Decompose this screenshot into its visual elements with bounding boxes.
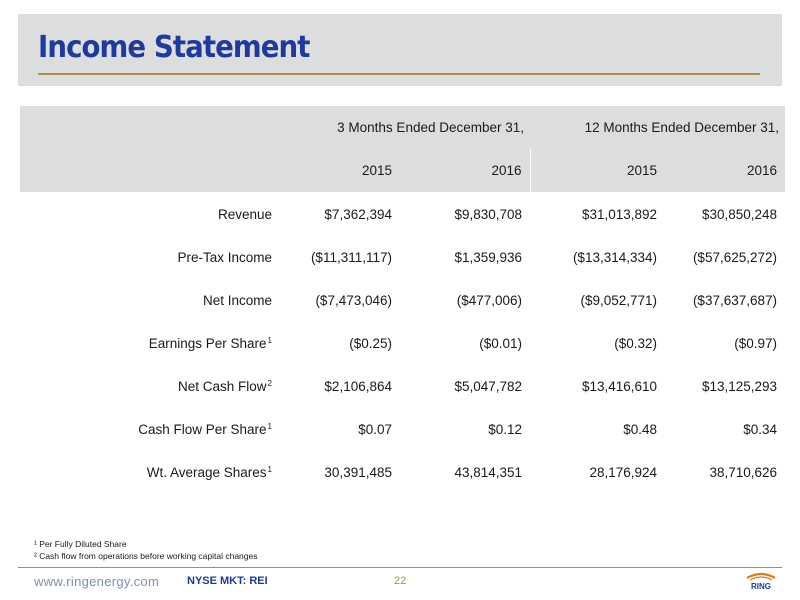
year-header: 2015	[530, 148, 665, 192]
row-label-text: Net Income	[202, 293, 272, 308]
title-divider	[38, 73, 760, 75]
value-cell: 28,176,924	[589, 465, 658, 480]
value-cell: 43,814,351	[454, 465, 523, 480]
row-label	[20, 192, 280, 236]
income-table-container	[20, 106, 785, 494]
value-cell: ($0.32)	[614, 336, 658, 351]
footer-divider	[18, 567, 782, 568]
row-label	[20, 365, 280, 408]
value-cell: $5,047,782	[454, 379, 523, 394]
value-cell: $2,106,864	[324, 379, 392, 394]
value-cell: ($13,314,334)	[572, 250, 658, 265]
value-cell: 38,710,626	[709, 465, 778, 480]
value-cell: $13,125,293	[701, 379, 778, 394]
footnotes	[34, 538, 257, 562]
page-number: 22	[394, 575, 407, 587]
value-cell: $0.07	[358, 422, 392, 437]
value-cell: $9,830,708	[454, 207, 523, 222]
header-blank-cell	[20, 148, 280, 192]
value-cell: ($477,006)	[456, 293, 523, 308]
table-row	[20, 365, 785, 408]
year-header: 2016	[665, 148, 785, 192]
row-label	[20, 451, 280, 494]
year-header: 2016	[400, 148, 530, 192]
value-cell: ($37,637,687)	[692, 293, 778, 308]
value-cell: ($0.25)	[349, 336, 392, 351]
value-cell: $31,013,892	[581, 207, 658, 222]
footnote-marker: 1	[267, 465, 272, 474]
group-header-12-months: 12 Months Ended December 31,	[530, 106, 785, 148]
value-cell: $7,362,394	[324, 207, 392, 222]
footnote-marker: 1	[267, 336, 272, 345]
year-header: 2015	[280, 148, 400, 192]
value-cell: ($0.01)	[479, 336, 523, 351]
value-cell: 30,391,485	[324, 465, 392, 480]
value-cell: $30,850,248	[701, 207, 778, 222]
row-label-text: Net Cash Flow	[178, 379, 267, 394]
website-link[interactable]: www.ringenergy.com	[34, 574, 160, 589]
row-label-text: Revenue	[217, 207, 272, 222]
header-blank-cell	[20, 106, 280, 148]
value-cell: ($7,473,046)	[315, 293, 392, 308]
footnote-marker: 2	[267, 379, 272, 388]
value-cell: ($11,311,117)	[310, 250, 392, 265]
value-cell: ($9,052,771)	[580, 293, 658, 308]
value-cell: $0.34	[743, 422, 778, 437]
table-row	[20, 279, 785, 322]
value-cell: $0.48	[623, 422, 658, 437]
row-label-text: Wt. Average Shares	[146, 465, 267, 480]
row-label-text: Earnings Per Share	[148, 336, 267, 351]
row-label-text: Cash Flow Per Share	[138, 422, 267, 437]
logo-text: RING	[751, 582, 771, 591]
stock-ticker: NYSE MKT: REI	[187, 575, 268, 587]
footnote-marker: 1	[267, 422, 272, 431]
row-label-text: Pre-Tax Income	[177, 250, 272, 265]
row-label	[20, 279, 280, 322]
footnote: ¹ Per Fully Diluted Share	[34, 539, 127, 549]
value-cell: $1,359,936	[454, 250, 523, 265]
row-label	[20, 408, 280, 451]
value-cell: ($0.97)	[734, 336, 778, 351]
page-title: Income Statement	[38, 30, 310, 65]
value-cell: $0.12	[488, 422, 523, 437]
table-row	[20, 236, 785, 279]
row-label	[20, 322, 280, 365]
table-row	[20, 192, 785, 236]
table-row	[20, 322, 785, 365]
table-row	[20, 408, 785, 451]
value-cell: $13,416,610	[581, 379, 658, 394]
group-header-3-months: 3 Months Ended December 31,	[280, 106, 530, 148]
row-label	[20, 236, 280, 279]
income-table	[20, 106, 785, 494]
value-cell: ($57,625,272)	[692, 250, 778, 265]
footnote: ² Cash flow from operations before working capital changes	[34, 551, 258, 561]
ring-logo	[744, 571, 778, 591]
table-row	[20, 451, 785, 494]
